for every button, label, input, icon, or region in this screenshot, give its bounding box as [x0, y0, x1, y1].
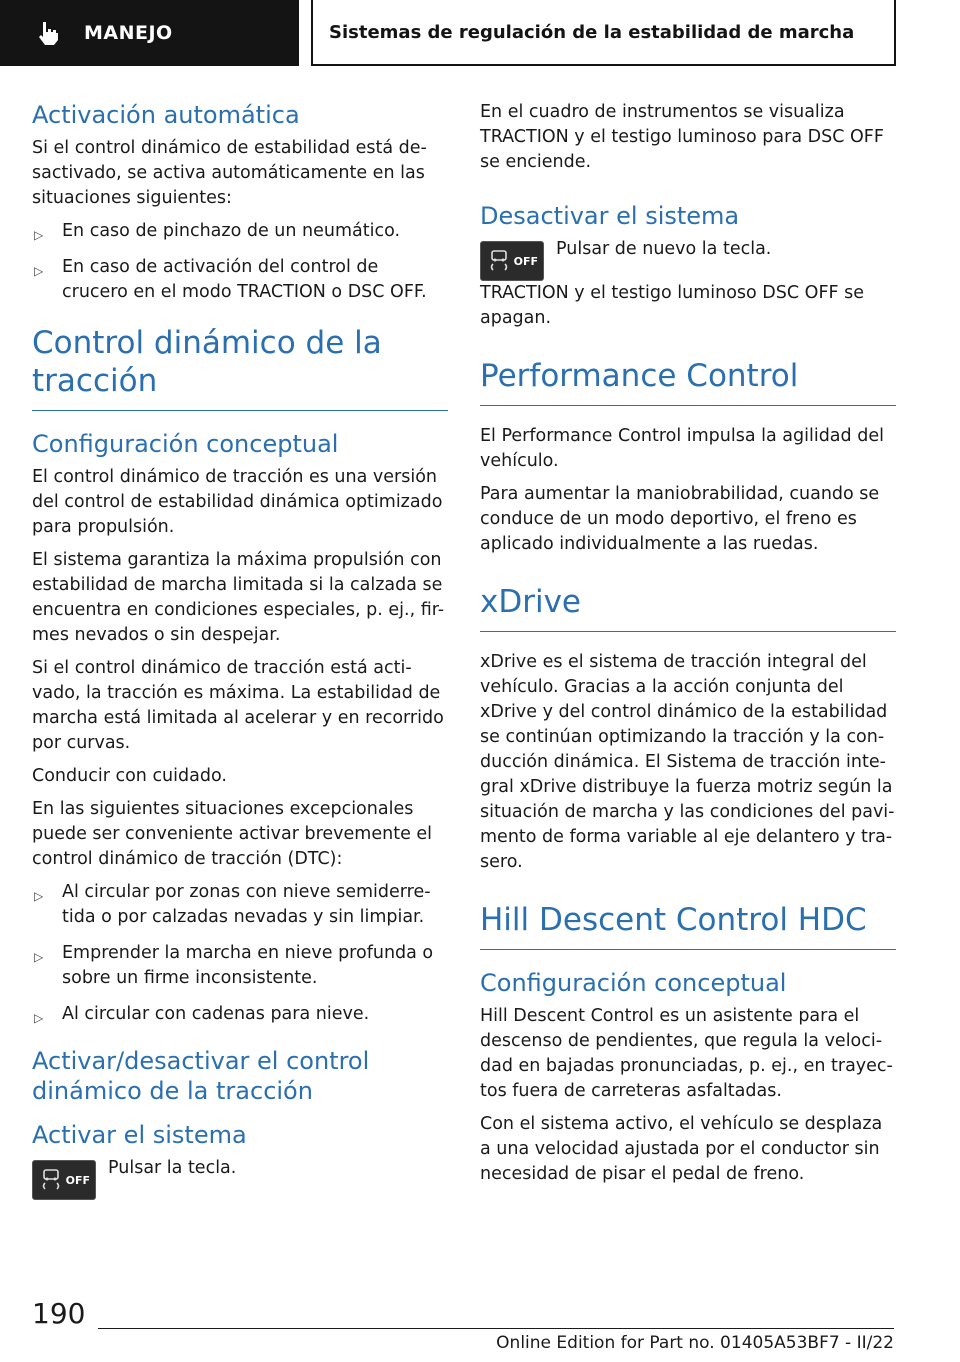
- chapter-title: Sistemas de regulación de la estabilidad de marcha: [329, 21, 855, 43]
- paragraph: En el cuadro de instrumentos se visualiza TRACTION y el testigo luminoso para DSC OFF se enciende.: [480, 102, 884, 172]
- paragraph: El sistema garantiza la máxima propulsión con estabilidad de marcha limitada si la calzada se encuentra en condiciones especiales, p. ej., fir-mes nevados o sin despejar.: [32, 550, 445, 645]
- list-item: ▷ En caso de pinchazo de un neumático.: [32, 219, 448, 244]
- bullet-list: [32, 219, 448, 305]
- triangle-bullet-icon: ▷: [34, 950, 44, 964]
- deactivate-instruction: [480, 237, 896, 281]
- performance-control-heading: Performance Control: [480, 357, 896, 406]
- paragraph: Pulsar de nuevo la tecla.: [556, 239, 772, 259]
- section-tab: [0, 0, 299, 66]
- footer-divider: [98, 1328, 894, 1329]
- right-column: [480, 100, 896, 1195]
- paragraph: Con el sistema activo, el vehículo se desplaza a una velocidad ajustada por el conductor sin necesidad de pisar el pedal de freno.: [480, 1114, 883, 1184]
- triangle-bullet-icon: ▷: [34, 228, 44, 242]
- list-item: ▷ En caso de activación del control de crucero en el modo TRACTION o DSC OFF.: [34, 257, 427, 302]
- dsc-off-button-image: [480, 241, 544, 281]
- triangle-bullet-icon: ▷: [34, 889, 44, 903]
- triangle-bullet-icon: ▷: [34, 1011, 44, 1025]
- page-number: 190: [32, 1297, 86, 1330]
- button-label: OFF: [65, 1173, 90, 1187]
- list-item: ▷ Emprender la marcha en nieve profunda o sobre un firme inconsistente.: [34, 943, 434, 988]
- paragraph: TRACTION y el testigo luminoso DSC OFF se apagan.: [480, 283, 865, 328]
- car-skid-icon: [38, 1167, 64, 1193]
- car-skid-icon: [486, 248, 512, 274]
- hdc-concept-heading: Configuración conceptual: [480, 969, 787, 997]
- paragraph: Hill Descent Control es un asistente para el descenso de pendientes, que regula la veloci-dad en bajadas pronunciadas, p. ej., en trayec-tos fuera de carreteras asfaltadas.: [480, 1006, 893, 1101]
- left-column: [32, 100, 448, 1200]
- dsc-off-button-image: [32, 1160, 96, 1200]
- chapter-tab: [311, 0, 896, 66]
- dtc-chapter-heading: Control dinámico de la tracción: [32, 324, 448, 411]
- auto-activation-heading: Activación automática: [32, 101, 300, 129]
- bullet-list: [32, 880, 448, 1027]
- toggle-heading: Activar/desactivar el control dinámico de la tracción: [32, 1047, 370, 1105]
- list-item: ▷ Al circular con cadenas para nieve.: [32, 1002, 448, 1027]
- hand-pointer-icon: [34, 18, 64, 48]
- concept-heading: Configuración conceptual: [32, 430, 339, 458]
- triangle-bullet-icon: ▷: [34, 264, 44, 278]
- list-item: ▷ Al circular por zonas con nieve semiderre-tida o por calzadas nevadas y sin limpiar.: [34, 882, 431, 927]
- paragraph: El Performance Control impulsa la agilidad del vehículo.: [480, 426, 884, 471]
- paragraph: El control dinámico de tracción es una versión del control de estabilidad dinámica optimizado para propulsión.: [32, 467, 443, 537]
- page-header: [0, 0, 960, 66]
- hdc-heading: Hill Descent Control HDC: [480, 901, 896, 950]
- paragraph: En las siguientes situaciones excepcionales puede ser conveniente activar brevemente el control dinámico de tracción (DTC):: [32, 799, 433, 869]
- paragraph: Pulsar la tecla.: [108, 1158, 237, 1178]
- activate-heading: Activar el sistema: [32, 1121, 247, 1149]
- paragraph: Si el control dinámico de estabilidad está de-sactivado, se activa automáticamente en las situaciones siguientes:: [32, 138, 427, 208]
- edition-label: Online Edition for Part no. 01405A53BF7 - II/22: [496, 1333, 894, 1353]
- xdrive-heading: xDrive: [480, 583, 896, 632]
- paragraph: Para aumentar la maniobrabilidad, cuando se conduce de un modo deportivo, el freno es aplicado individualmente a las ruedas.: [480, 484, 880, 554]
- button-label: OFF: [513, 254, 538, 268]
- deactivate-heading: Desactivar el sistema: [480, 202, 740, 230]
- paragraph: xDrive es el sistema de tracción integral del vehículo. Gracias a la acción conjunta del xDrive y del control dinámico de la estabilidad se continúan optimizando la tracción y la con-ducción dinámica. El Sistema de tracción inte-gral xDrive distribuye la fuerza motriz según la situación de marcha y las condiciones del pavi-mento de forma variable al eje delantero y tra-sero.: [480, 652, 895, 872]
- section-title: MANEJO: [84, 22, 173, 44]
- activate-instruction: [32, 1156, 448, 1200]
- paragraph: Conducir con cuidado.: [32, 766, 227, 786]
- paragraph: Si el control dinámico de tracción está acti-vado, la tracción es máxima. La estabilidad de marcha está limitada al acelerar y en recorrido por curvas.: [32, 658, 444, 753]
